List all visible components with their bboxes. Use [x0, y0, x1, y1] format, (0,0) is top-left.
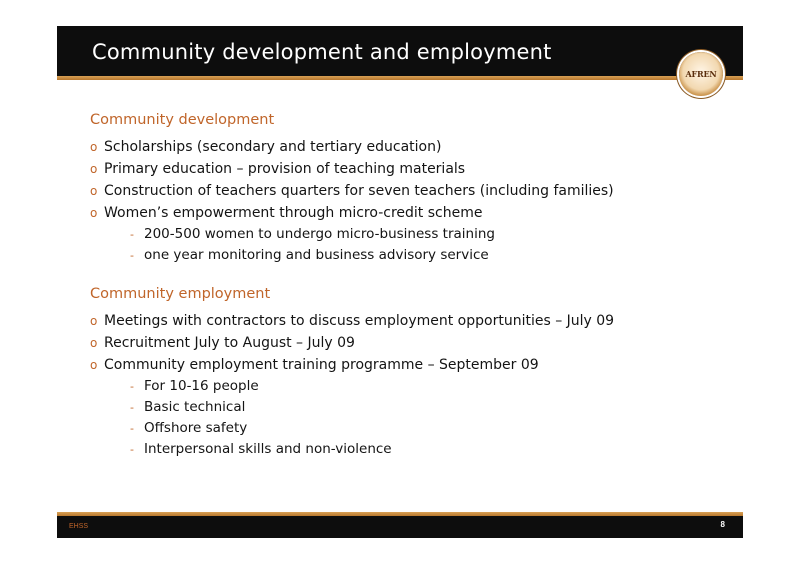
sub-bullet-item [90, 224, 730, 245]
sub-bullet-text: Basic technical [144, 399, 246, 415]
sub-bullet-text: Interpersonal skills and non-violence [144, 441, 392, 457]
sub-bullet-marker: - [130, 380, 134, 393]
footer-label: EHSS [69, 523, 89, 530]
bullet-text: Meetings with contractors to discuss employment opportunities – July 09 [104, 313, 615, 329]
bullet-item [90, 202, 730, 224]
bullet-text: Construction of teachers quarters for seven teachers (including families) [104, 183, 614, 199]
sub-bullet-marker: - [130, 443, 134, 456]
page-number: 8 [720, 520, 725, 529]
bullet-item [90, 354, 730, 376]
section-heading-development: Community development [90, 112, 275, 128]
sub-bullet-item [90, 376, 730, 397]
bullet-marker: o [90, 162, 98, 176]
sub-bullet-marker: - [130, 249, 134, 262]
bullet-text: Women’s empowerment through micro-credit scheme [104, 205, 483, 221]
sub-bullet-item [90, 418, 730, 439]
sub-bullet-text: For 10-16 people [144, 378, 259, 394]
sub-bullet-marker: - [130, 228, 134, 241]
slide-title: Community development and employment [92, 40, 552, 64]
section-heading-employment: Community employment [90, 286, 271, 302]
bullet-item [90, 180, 730, 202]
sub-bullet-item [90, 439, 730, 460]
footer-divider [57, 512, 743, 516]
sub-bullet-text: one year monitoring and business advisory service [144, 247, 489, 263]
bullet-marker: o [90, 336, 98, 350]
sub-bullet-text: Offshore safety [144, 420, 248, 436]
bullet-item [90, 332, 730, 354]
title-divider [57, 76, 743, 80]
bullet-marker: o [90, 140, 98, 154]
bullet-text: Primary education – provision of teaching materials [104, 161, 466, 177]
sub-bullet-item [90, 397, 730, 418]
bullet-marker: o [90, 206, 98, 220]
bullet-marker: o [90, 314, 98, 328]
bullet-text: Community employment training programme – September 09 [104, 357, 539, 373]
footer-bar [57, 512, 743, 538]
title-bar [57, 26, 743, 76]
bullet-marker: o [90, 184, 98, 198]
bullet-item [90, 310, 730, 332]
bullet-item [90, 158, 730, 180]
slide-content [90, 112, 730, 460]
company-logo [679, 52, 723, 96]
bullet-text: Recruitment July to August – July 09 [104, 335, 355, 351]
sub-bullet-marker: - [130, 422, 134, 435]
sub-bullet-text: 200-500 women to undergo micro-business training [144, 226, 495, 242]
logo-text: AFREN [685, 69, 717, 79]
bullet-item [90, 136, 730, 158]
bullet-marker: o [90, 358, 98, 372]
sub-bullet-marker: - [130, 401, 134, 414]
slide [57, 26, 743, 538]
bullet-text: Scholarships (secondary and tertiary education) [104, 139, 442, 155]
sub-bullet-item [90, 245, 730, 266]
